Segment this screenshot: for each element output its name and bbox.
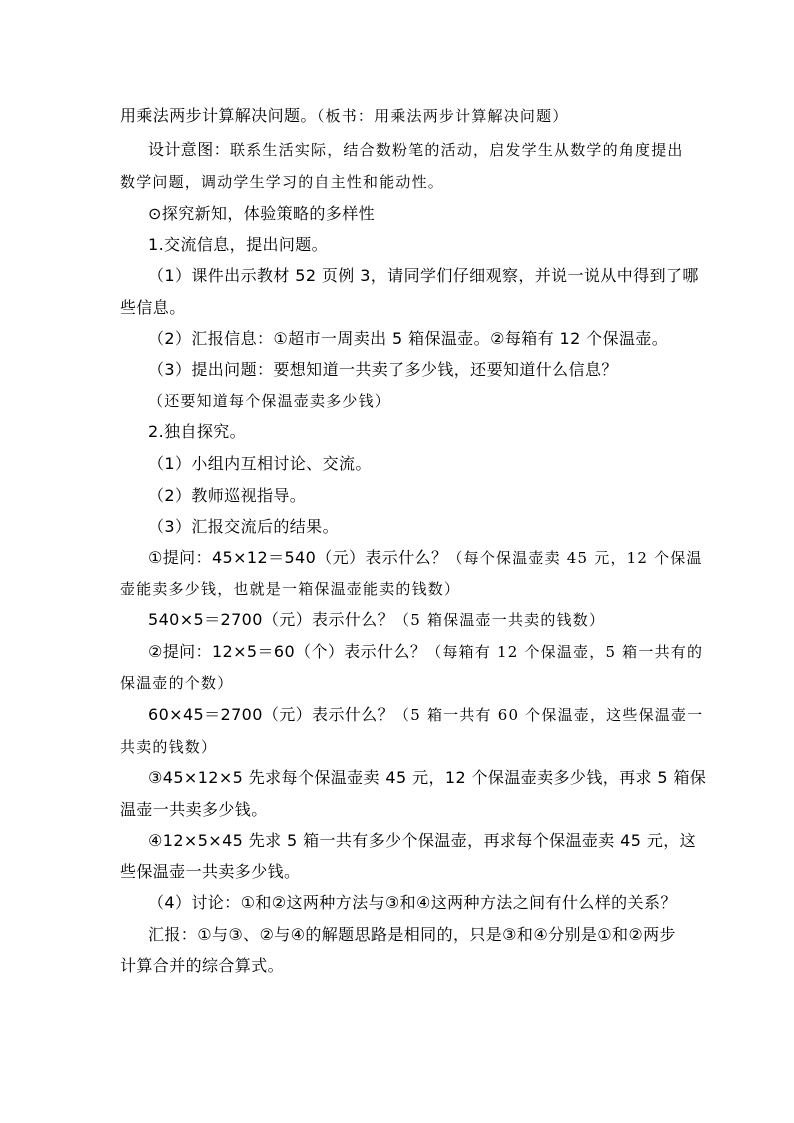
text-line — [148, 266, 699, 286]
line-text: 设计意图： — [148, 140, 231, 159]
line-text: 2.独自探究。 — [148, 422, 247, 441]
text-line — [148, 831, 696, 851]
text-line — [148, 548, 703, 568]
answer-note: （还要知道每个保温壶卖多少钱） — [148, 392, 392, 410]
answer-note: 壶能卖多少钱，也就是一箱保温壶能卖的钱数） — [120, 580, 461, 598]
answer-note: （每箱有 12 个保温壶，5 箱一共有的 — [426, 643, 704, 661]
text-line — [120, 673, 233, 693]
text-line — [148, 360, 618, 380]
text-line — [148, 486, 306, 506]
line-text: 些信息。 — [120, 298, 186, 317]
line-text: （3）提出问题：要想知道一共卖了多少钱，还要知道什么信息？ — [148, 360, 618, 379]
text-line — [148, 925, 676, 945]
text-line — [148, 140, 684, 160]
line-text: （2）汇报信息：①超市一周卖出 5 箱保温壶。②每箱有 12 个保温壶。 — [148, 329, 669, 348]
line-text: （3）汇报交流后的结果。 — [148, 517, 339, 536]
design-intent-text: 联系生活实际，结合数粉笔的活动，启发学生从数学的角度提出 — [230, 141, 684, 159]
line-text: ⊙探究新知，体验策略的多样性 — [148, 204, 376, 223]
line-text: ②提问：12×5＝60（个）表示什么？ — [148, 642, 427, 661]
step-heading — [148, 422, 246, 442]
text-line — [148, 893, 677, 913]
step-heading — [148, 235, 328, 255]
text-line — [120, 298, 186, 318]
section-heading — [148, 204, 375, 224]
line-text: ③45×12×5 先求每个保温壶卖 45 元，12 个保温壶卖多少钱，再求 5 箱保 — [148, 768, 707, 787]
answer-note: 保温壶的个数） — [120, 674, 234, 692]
text-line — [148, 705, 703, 725]
answer-note: 共卖的钱数） — [120, 738, 218, 756]
line-text: 用乘法两步计算解决问题。 — [120, 106, 317, 125]
line-text: 温壶一共卖多少钱。 — [120, 800, 268, 819]
text-line — [148, 454, 372, 474]
text-line — [148, 329, 668, 349]
line-text: 汇报：①与③、②与④的解题思路是相同的，只是③和④分别是①和②两步 — [148, 925, 676, 944]
text-line — [148, 391, 391, 411]
line-text: （1）小组内互相讨论、交流。 — [148, 454, 372, 473]
text-line — [120, 800, 268, 820]
design-intent-text: 数学问题，调动学生学习的自主性和能动性。 — [120, 173, 445, 191]
line-text: （1）课件出示教材 52 页例 3，请同学们仔细观察，并说一说从中得到了哪 — [148, 266, 699, 285]
line-text: 些保温壶一共卖多少钱。 — [120, 862, 301, 881]
text-line — [120, 862, 300, 882]
text-line — [120, 956, 284, 976]
line-text: ④12×5×45 先求 5 箱一共有多少个保温壶，再求每个保温壶卖 45 元，这 — [148, 831, 697, 850]
text-line — [148, 610, 605, 630]
line-text: 1.交流信息，提出问题。 — [148, 235, 329, 254]
answer-note: （5 箱一共有 60 个保温壶，这些保温壶一 — [394, 706, 704, 724]
line-text: （2）教师巡视指导。 — [148, 486, 307, 505]
answer-note: （每个保温壶卖 45 元，12 个保温 — [447, 549, 703, 567]
text-line — [148, 768, 706, 788]
text-line — [148, 517, 339, 537]
text-line — [120, 106, 569, 126]
text-line — [120, 579, 460, 599]
line-text: ①提问：45×12＝540（元）表示什么？ — [148, 548, 448, 567]
text-line — [120, 737, 217, 757]
text-line — [148, 642, 703, 662]
line-text: （4）讨论：①和②这两种方法与③和④这两种方法之间有什么样的关系？ — [148, 893, 677, 912]
blackboard-note: （板书：用乘法两步计算解决问题） — [316, 107, 569, 125]
line-text: 540×5＝2700（元）表示什么？ — [148, 610, 395, 629]
line-text: 60×45＝2700（元）表示什么？ — [148, 705, 395, 724]
answer-note: （5 箱保温壶一共卖的钱数） — [394, 611, 606, 629]
text-line — [120, 172, 444, 192]
line-text: 计算合并的综合算式。 — [120, 956, 285, 975]
